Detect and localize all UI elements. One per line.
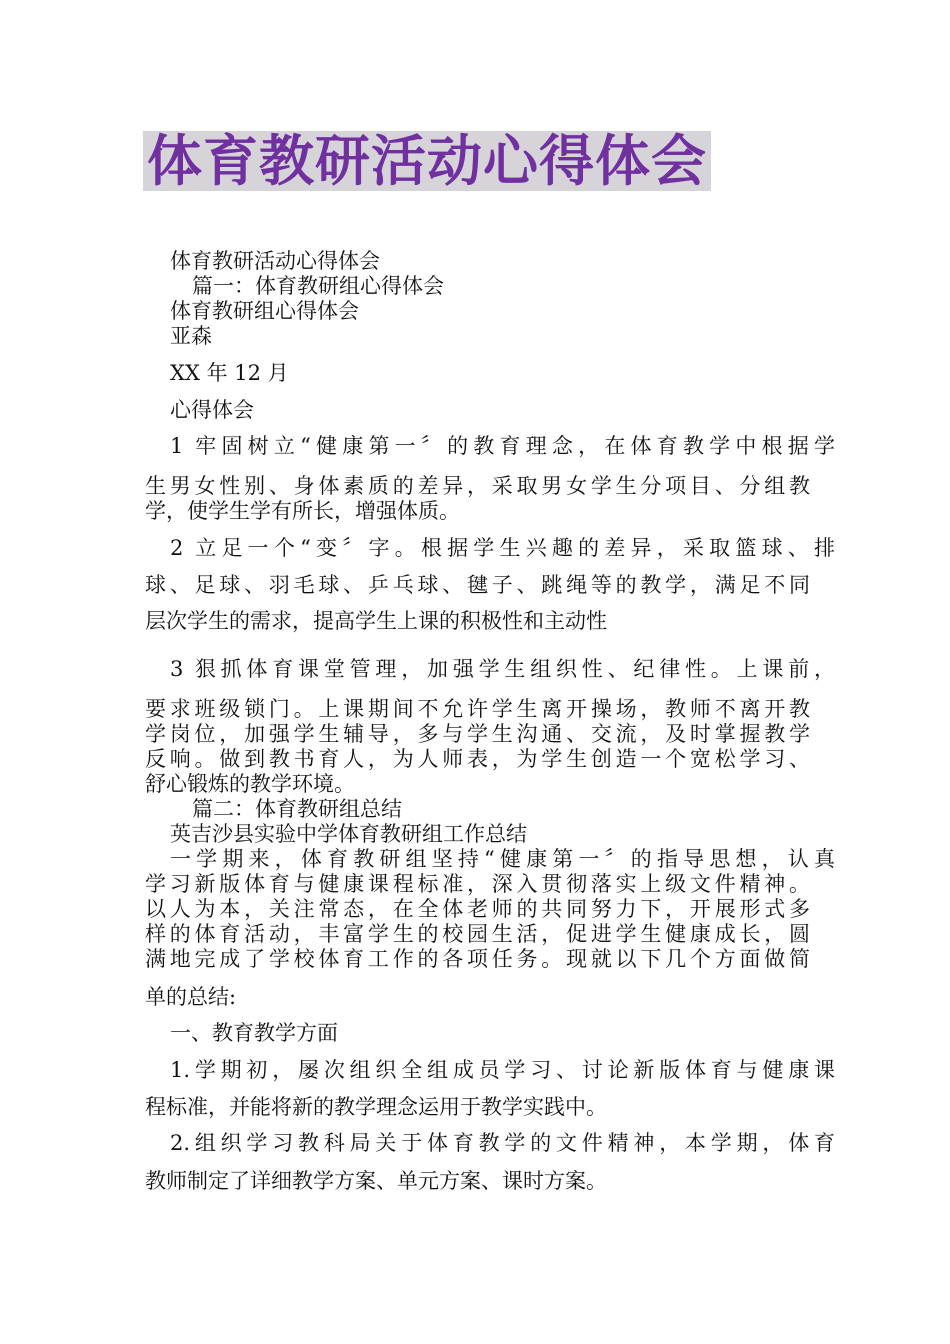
section-heading: 一、教育教学方面 [170, 1021, 338, 1045]
section-heading: 篇二：体育教研组总结 [192, 797, 402, 821]
text-line: 要求班级锁门。上课期间不允许学生离开操场，教师不离开教 [145, 697, 810, 721]
text-line: 篇一：体育教研组心得体会 [192, 274, 444, 298]
text-line: 2.组织学习教科局关于体育教学的文件精神，本学期，体育 [170, 1131, 835, 1155]
text-line: 样的体育活动，丰富学生的校园生活，促进学生健康成长，圆 [145, 922, 810, 946]
text-line: 学，使学生学有所长，增强体质。 [145, 499, 460, 523]
text-line: 英吉沙县实验中学体育教研组工作总结 [170, 822, 527, 846]
text-line: 舒心锻炼的教学环境。 [145, 772, 355, 796]
title-block [143, 131, 711, 191]
text-line: 体育教研组心得体会 [170, 299, 359, 323]
text-line: 以人为本，关注常态，在全体老师的共同努力下，开展形式多 [145, 897, 810, 921]
text-line: 学习新版体育与健康课程标准，深入贯彻落实上级文件精神。 [145, 872, 810, 896]
text-line: 1.学期初，屡次组织全组成员学习、讨论新版体育与健康课 [170, 1058, 835, 1082]
document-title: 体育教研活动心得体会 [143, 131, 711, 191]
text-line: 学岗位，加强学生辅导，多与学生沟通、交流，及时掌握教学 [145, 722, 810, 746]
text-line: 亚森 [170, 324, 212, 348]
text-line: 反响。做到教书育人，为人师表，为学生创造一个宽松学习、 [145, 747, 810, 771]
text-line: 球、足球、羽毛球、乒乓球、毽子、跳绳等的教学，满足不同 [145, 573, 810, 597]
text-line: 心得体会 [170, 398, 254, 422]
text-line: 1 牢固树立“健康第一〞的教育理念，在体育教学中根据学 [170, 434, 835, 458]
text-line: 单的总结: [145, 985, 237, 1009]
text-line: 生男女性别、身体素质的差异，采取男女学生分项目、分组教 [145, 474, 810, 498]
text-line: 程标准，并能将新的教学理念运用于教学实践中。 [145, 1095, 607, 1119]
text-line: 3 狠抓体育课堂管理，加强学生组织性、纪律性。上课前， [170, 657, 835, 681]
text-line: XX 年 12 月 [170, 361, 289, 385]
text-line: 2 立足一个“变〞字。根据学生兴趣的差异，采取篮球、排 [170, 536, 835, 560]
text-line: 层次学生的需求，提高学生上课的积极性和主动性 [145, 609, 607, 633]
text-line: 一学期来，体育教研组坚持“健康第一〞的指导思想，认真 [170, 847, 835, 871]
text-line: 教师制定了详细教学方案、单元方案、课时方案。 [145, 1169, 607, 1193]
text-line: 体育教研活动心得体会 [170, 249, 380, 273]
text-line: 满地完成了学校体育工作的各项任务。现就以下几个方面做简 [145, 947, 810, 971]
